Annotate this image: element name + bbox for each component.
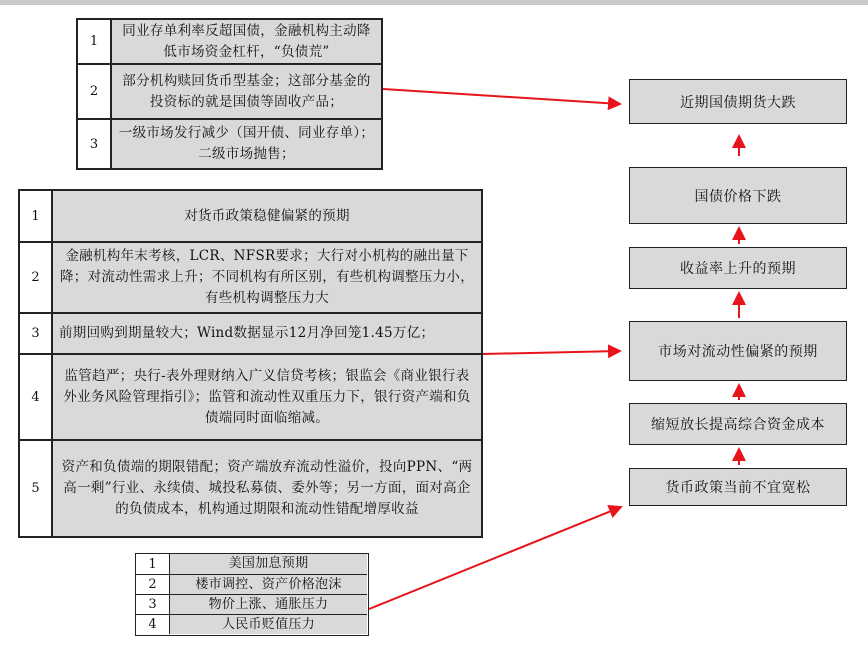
row-text-content: 部分机构赎回货币型基金；这部分基金的投资标的就是国债等固收产品；: [122, 72, 371, 110]
flow-box-bond-price-drop: 国债价格下跌: [629, 167, 847, 224]
row-text-content: 一级市场发行减少（国开债、同业存单）；二级市场抛售；: [118, 125, 375, 162]
row-text-content: 美国加息预期: [228, 556, 309, 571]
row-text-content: 金融机构年末考核，LCR、NFSR要求；大行对小机构的融出量下降；对流动性需求上升；不同机构有所区别，有些机构调整压力小，有些机构调整压力大: [60, 248, 474, 306]
row-number: 3: [136, 595, 170, 614]
row-text-content: 对货币政策稳健偏紧的预期: [184, 207, 350, 224]
arrow-bottom-table-to-policy: [369, 507, 621, 609]
row-text-content: 同业存单利率反超国债，金融机构主动降低市场资金杠杆，“负债荒”: [122, 22, 371, 60]
row-text-content: 物价上涨、通胀压力: [208, 596, 329, 612]
row-number: 4: [136, 615, 170, 634]
row-text-content: 资产和负债端的期限错配；资产端放弃流动性溢价，投向PPN、“两高一剩”行业、永续债、城投私募债、委外等；另一方面，面对高企的负债成本，机构通过期限和流动性错配增厚收益: [61, 459, 473, 517]
row-number: 1: [20, 191, 53, 241]
row-number: 3: [78, 120, 112, 168]
flow-box-futures-drop: 近期国债期货大跌: [629, 79, 847, 124]
row-number: 3: [20, 314, 53, 353]
flow-box-yield-rise-expectation: 收益率上升的预期: [629, 247, 847, 289]
row-number: 4: [20, 355, 53, 439]
flow-box-funding-cost: 缩短放长提高综合资金成本: [629, 403, 847, 445]
row-number: 2: [78, 65, 112, 118]
row-text-content: 楼市调控、资产价格泡沫: [195, 576, 342, 592]
arrow-middle-table-to-liquidity: [483, 351, 620, 354]
row-number: 1: [136, 554, 170, 574]
row-number: 5: [20, 441, 53, 536]
flow-box-monetary-policy: 货币政策当前不宜宽松: [629, 468, 847, 506]
arrow-top-table-to-futures: [383, 89, 620, 104]
flow-box-liquidity-tight-expectation: 市场对流动性偏紧的预期: [629, 321, 847, 381]
row-number: 2: [136, 575, 170, 594]
row-number: 1: [78, 20, 112, 63]
row-text-content: 人民币贬值压力: [221, 616, 316, 632]
row-number: 2: [20, 243, 53, 312]
row-text-content: 前期回购到期量较大；Wind数据显示12月净回笼1.45万亿；: [59, 325, 435, 341]
row-text-content: 监管趋严；央行-表外理财纳入广义信贷考核；银监会《商业银行表外业务风险管理指引》；监管和流动性双重压力下，银行资产端和负债端同时面临缩减。: [63, 367, 471, 426]
